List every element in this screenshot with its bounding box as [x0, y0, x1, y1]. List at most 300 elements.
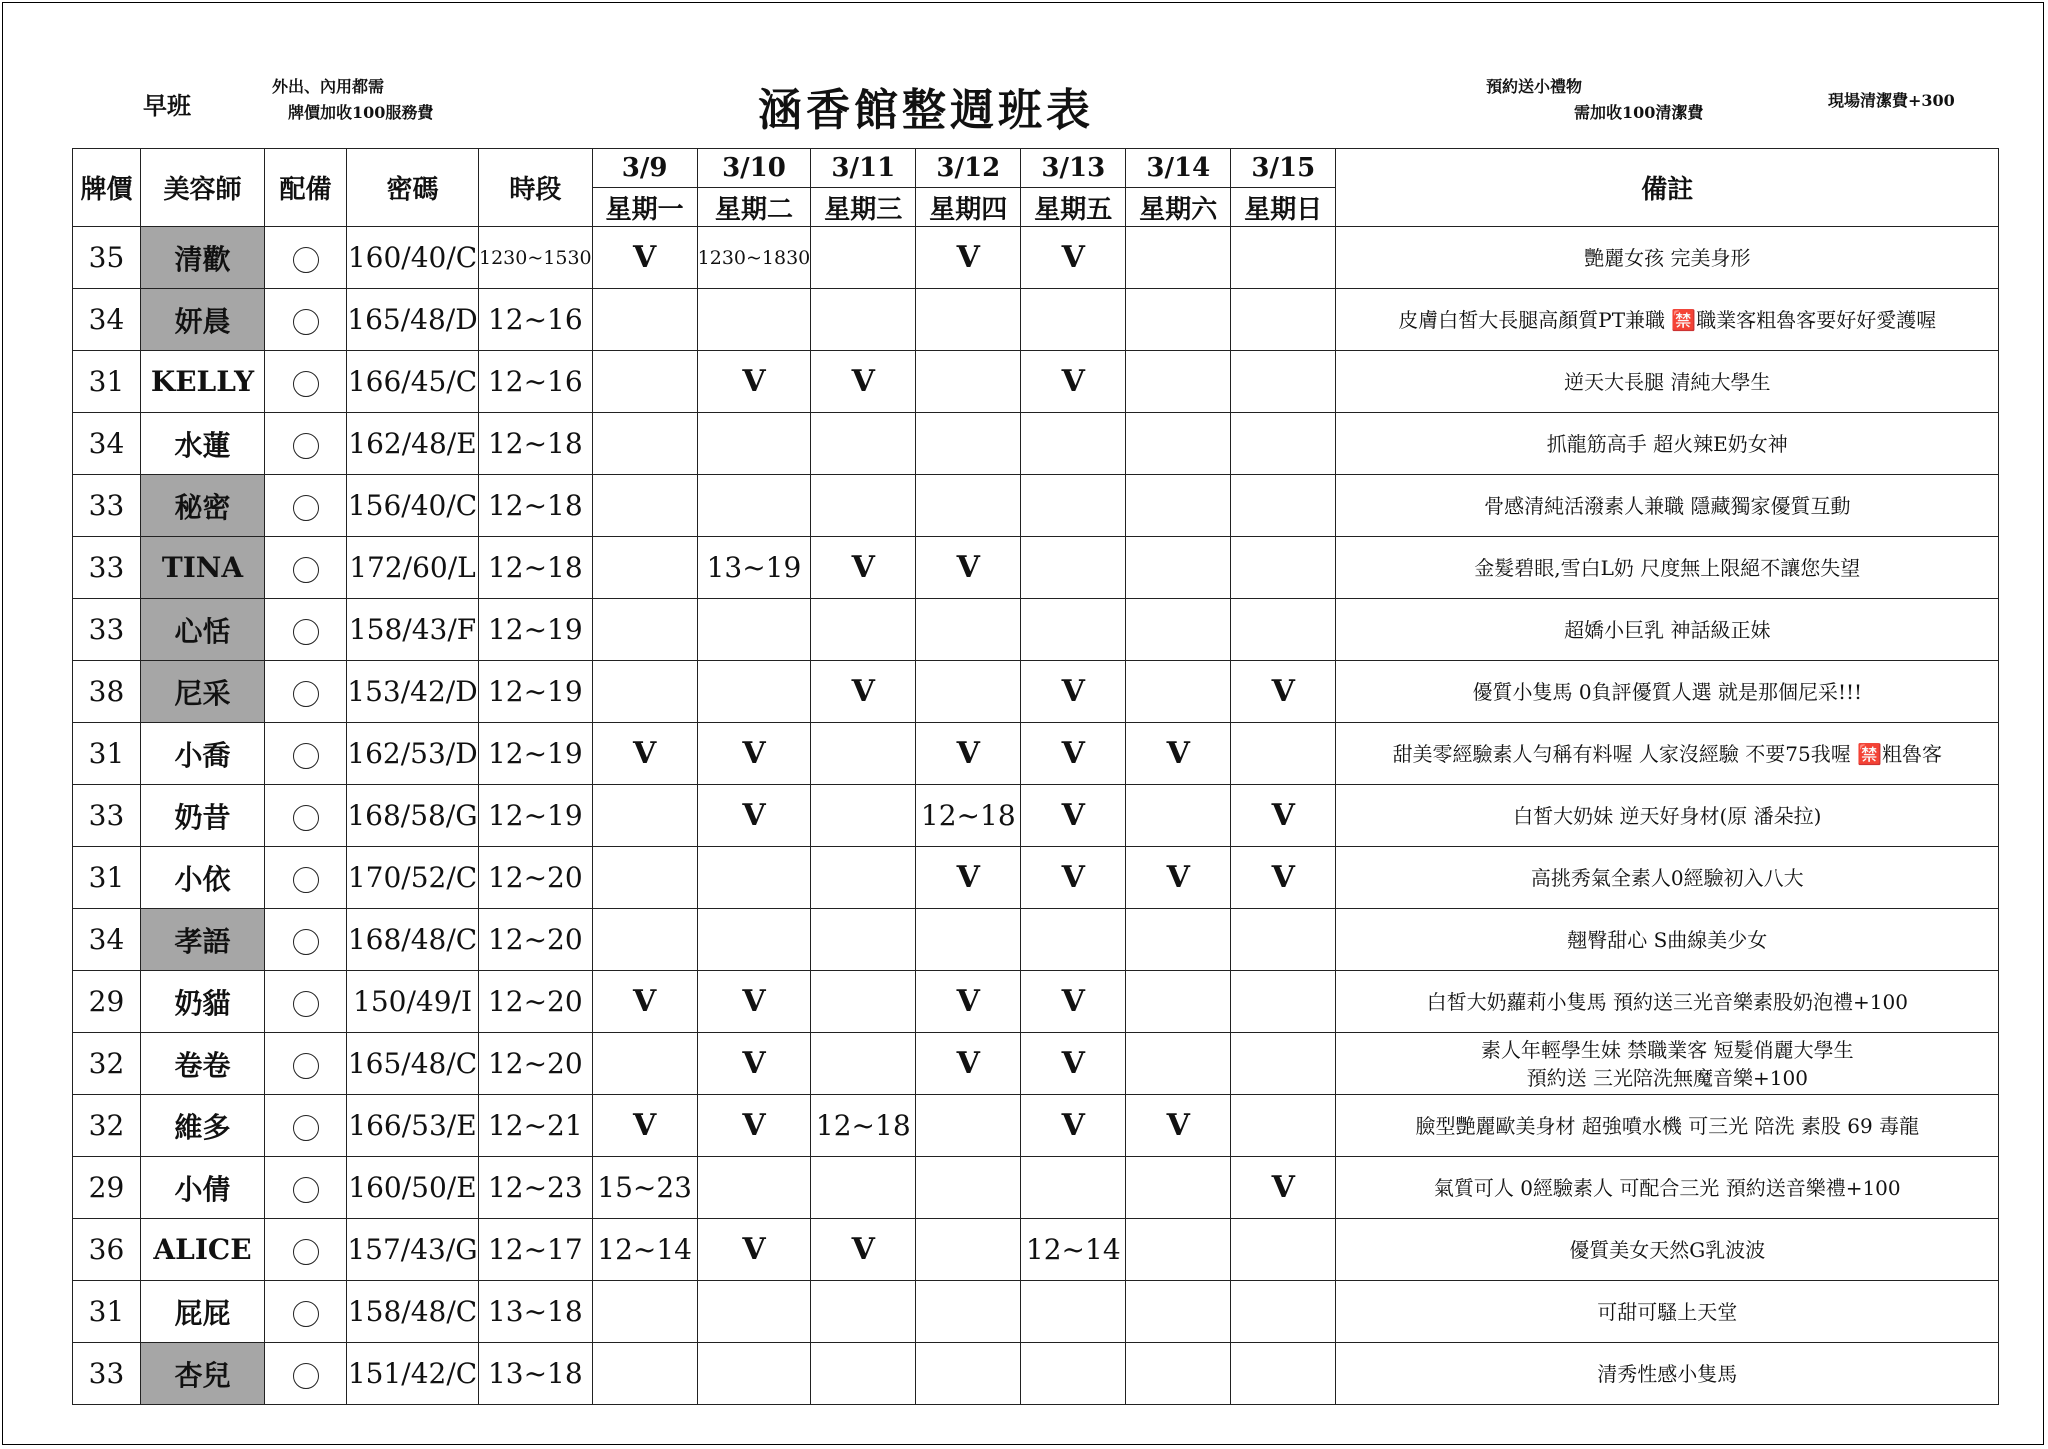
beautician-name: 奶昔: [141, 785, 265, 847]
day-cell: [1231, 599, 1336, 661]
equip-cell: [265, 723, 347, 785]
remark-cell: [1336, 599, 1999, 661]
col-date: 3/11: [811, 149, 916, 188]
circle-icon: [293, 1363, 319, 1389]
remark-text: 可甜可騷上天堂: [1597, 1299, 1738, 1324]
day-cell: V: [1126, 1095, 1231, 1157]
password-cell: 165/48/C: [347, 1033, 479, 1095]
circle-icon: [293, 619, 319, 645]
slot-cell: 12~19: [479, 785, 593, 847]
password-cell: 158/48/C: [347, 1281, 479, 1343]
day-cell: V: [916, 971, 1021, 1033]
price-cell: 31: [73, 847, 141, 909]
col-price: 牌價: [73, 149, 141, 227]
slot-cell: 12~17: [479, 1219, 593, 1281]
password-cell: 172/60/L: [347, 537, 479, 599]
day-cell: [592, 413, 697, 475]
table-row: [73, 413, 1999, 475]
slot-cell: 12~20: [479, 971, 593, 1033]
day-cell: [916, 1095, 1021, 1157]
price-cell: 34: [73, 413, 141, 475]
table-row: [73, 599, 1999, 661]
day-cell: [1231, 1343, 1336, 1405]
equip-cell: [265, 1033, 347, 1095]
password-cell: 158/43/F: [347, 599, 479, 661]
slot-cell: 1230~1530: [479, 227, 593, 289]
day-cell: [811, 475, 916, 537]
day-cell: [1231, 1095, 1336, 1157]
circle-icon: [293, 557, 319, 583]
day-cell: [811, 723, 916, 785]
beautician-name: 清歡: [141, 227, 265, 289]
price-cell: 34: [73, 909, 141, 971]
remark-cell: [1336, 1281, 1999, 1343]
day-cell: [1231, 475, 1336, 537]
circle-icon: [293, 1115, 319, 1141]
gift-note-line1: 預約送小禮物: [1486, 77, 1583, 96]
day-cell: 12~18: [811, 1095, 916, 1157]
circle-icon: [293, 1053, 319, 1079]
day-cell: [916, 1219, 1021, 1281]
col-weekday: 星期一: [592, 188, 697, 227]
day-cell: [1231, 227, 1336, 289]
service-fee-note-line1: 外出、內用都需: [272, 77, 385, 96]
day-cell: [1126, 599, 1231, 661]
slot-cell: 13~18: [479, 1281, 593, 1343]
day-cell: [916, 661, 1021, 723]
price-cell: 31: [73, 1281, 141, 1343]
price-cell: 33: [73, 599, 141, 661]
day-cell: [916, 289, 1021, 351]
day-cell: [1021, 537, 1126, 599]
password-cell: 153/42/D: [347, 661, 479, 723]
day-cell: [592, 289, 697, 351]
day-cell: [1021, 413, 1126, 475]
day-cell: V: [1021, 1033, 1126, 1095]
password-cell: 150/49/I: [347, 971, 479, 1033]
remark-cell: [1336, 909, 1999, 971]
day-cell: V: [592, 1095, 697, 1157]
day-cell: V: [1231, 661, 1336, 723]
equip-cell: [265, 289, 347, 351]
table-row: [73, 1095, 1999, 1157]
day-cell: [1231, 413, 1336, 475]
day-cell: V: [592, 971, 697, 1033]
day-cell: [592, 1343, 697, 1405]
day-cell: [916, 475, 1021, 537]
day-cell: [811, 413, 916, 475]
day-cell: [811, 1281, 916, 1343]
day-cell: [1231, 289, 1336, 351]
remark-text: 骨感清純活潑素人兼職 隱藏獨家優質互動: [1484, 493, 1851, 518]
beautician-name: 秘密: [141, 475, 265, 537]
slot-cell: 12~18: [479, 475, 593, 537]
day-cell: [916, 1343, 1021, 1405]
day-cell: V: [1021, 1095, 1126, 1157]
col-remarks: 備註: [1336, 149, 1999, 227]
remark-cell: [1336, 723, 1999, 785]
col-weekday: 星期二: [697, 188, 811, 227]
beautician-name: 奶貓: [141, 971, 265, 1033]
day-cell: [916, 599, 1021, 661]
beautician-name: 心恬: [141, 599, 265, 661]
col-weekday: 星期日: [1231, 188, 1336, 227]
circle-icon: [293, 433, 319, 459]
day-cell: [1126, 785, 1231, 847]
day-cell: [1126, 1033, 1231, 1095]
day-cell: [916, 351, 1021, 413]
equip-cell: [265, 475, 347, 537]
equip-cell: [265, 1219, 347, 1281]
table-row: [73, 785, 1999, 847]
slot-cell: 12~19: [479, 723, 593, 785]
price-cell: 38: [73, 661, 141, 723]
table-row: [73, 475, 1999, 537]
day-cell: V: [1021, 351, 1126, 413]
circle-icon: [293, 743, 319, 769]
circle-icon: [293, 247, 319, 273]
remark-text: 白皙大奶妹 逆天好身材(原 潘朵拉): [1513, 803, 1822, 828]
beautician-name: ALICE: [141, 1219, 265, 1281]
table-row: [73, 971, 1999, 1033]
remark-text: 抓龍筋高手 超火辣E奶女神: [1546, 431, 1788, 456]
equip-cell: [265, 847, 347, 909]
day-cell: [1126, 661, 1231, 723]
circle-icon: [293, 681, 319, 707]
col-password: 密碼: [347, 149, 479, 227]
day-cell: [1021, 1157, 1126, 1219]
day-cell: V: [697, 723, 811, 785]
remark-text: 優質小隻馬 0負評優質人選 就是那個尼采!!!: [1472, 679, 1863, 704]
remark-cell: [1336, 1095, 1999, 1157]
remark-cell: [1336, 227, 1999, 289]
day-cell: V: [697, 1219, 811, 1281]
table-row: [73, 1157, 1999, 1219]
slot-cell: 12~16: [479, 289, 593, 351]
price-cell: 29: [73, 1157, 141, 1219]
day-cell: [1231, 1033, 1336, 1095]
page-title: 涵香館整週班表: [758, 85, 1094, 136]
day-cell: V: [916, 537, 1021, 599]
day-cell: V: [916, 847, 1021, 909]
table-row: [73, 661, 1999, 723]
schedule-table: [72, 148, 1999, 1405]
day-cell: V: [1021, 847, 1126, 909]
slot-cell: 12~23: [479, 1157, 593, 1219]
day-cell: [697, 1281, 811, 1343]
remark-cell: [1336, 1343, 1999, 1405]
equip-cell: [265, 413, 347, 475]
day-cell: [697, 1157, 811, 1219]
price-cell: 29: [73, 971, 141, 1033]
circle-icon: [293, 1177, 319, 1203]
day-cell: [697, 599, 811, 661]
slot-cell: 12~16: [479, 351, 593, 413]
circle-icon: [293, 371, 319, 397]
day-cell: [592, 661, 697, 723]
day-cell: [1126, 1219, 1231, 1281]
remark-cell: [1336, 785, 1999, 847]
day-cell: [1231, 909, 1336, 971]
remark-text: 高挑秀氣全素人0經驗初入八大: [1530, 865, 1804, 890]
day-cell: [1126, 289, 1231, 351]
remark-text: 氣質可人 0經驗素人 可配合三光 預約送音樂禮+100: [1433, 1175, 1901, 1200]
day-cell: [697, 909, 811, 971]
password-cell: 166/53/E: [347, 1095, 479, 1157]
slot-cell: 12~20: [479, 1033, 593, 1095]
col-weekday: 星期四: [916, 188, 1021, 227]
password-cell: 168/48/C: [347, 909, 479, 971]
day-cell: V: [1021, 661, 1126, 723]
table-row: [73, 1343, 1999, 1405]
day-cell: [1231, 537, 1336, 599]
day-cell: V: [592, 723, 697, 785]
day-cell: [1126, 537, 1231, 599]
remark-text: 預約送 三光陪洗無魔音樂+100: [1526, 1065, 1808, 1090]
page-title-wrap: [0, 74, 2048, 138]
day-cell: [1126, 413, 1231, 475]
day-cell: [1231, 1281, 1336, 1343]
remark-cell: [1336, 1033, 1999, 1095]
slot-cell: 12~21: [479, 1095, 593, 1157]
beautician-name: 小依: [141, 847, 265, 909]
circle-icon: [293, 1239, 319, 1265]
price-cell: 32: [73, 1095, 141, 1157]
remark-text: 素人年輕學生妹 禁職業客 短髮俏麗大學生: [1480, 1037, 1854, 1062]
day-cell: [1231, 1219, 1336, 1281]
day-cell: [1126, 227, 1231, 289]
price-cell: 36: [73, 1219, 141, 1281]
slot-cell: 12~18: [479, 537, 593, 599]
circle-icon: [293, 1301, 319, 1327]
day-cell: 13~19: [697, 537, 811, 599]
equip-cell: [265, 1157, 347, 1219]
day-cell: V: [1231, 785, 1336, 847]
password-cell: 157/43/G: [347, 1219, 479, 1281]
equip-cell: [265, 1343, 347, 1405]
day-cell: V: [1126, 723, 1231, 785]
day-cell: [811, 1343, 916, 1405]
beautician-name: 水蓮: [141, 413, 265, 475]
day-cell: V: [916, 1033, 1021, 1095]
day-cell: [1126, 475, 1231, 537]
table-row: [73, 723, 1999, 785]
day-cell: [811, 1033, 916, 1095]
day-cell: [592, 475, 697, 537]
remark-cell: [1336, 537, 1999, 599]
day-cell: V: [1021, 723, 1126, 785]
day-cell: [811, 847, 916, 909]
slot-cell: 12~19: [479, 661, 593, 723]
password-cell: 162/48/E: [347, 413, 479, 475]
remark-text: 翹臀甜心 S曲線美少女: [1567, 927, 1768, 952]
day-cell: [592, 537, 697, 599]
day-cell: [811, 599, 916, 661]
circle-icon: [293, 929, 319, 955]
price-cell: 33: [73, 1343, 141, 1405]
circle-icon: [293, 805, 319, 831]
beautician-name: 尼采: [141, 661, 265, 723]
day-cell: [1021, 289, 1126, 351]
table-row: [73, 1281, 1999, 1343]
col-weekday: 星期五: [1021, 188, 1126, 227]
day-cell: [811, 971, 916, 1033]
service-fee-note-line2: 牌價加收100服務費: [288, 103, 434, 122]
day-cell: [592, 909, 697, 971]
remark-cell: [1336, 475, 1999, 537]
table-row: [73, 847, 1999, 909]
remark-cell: [1336, 351, 1999, 413]
day-cell: [1021, 475, 1126, 537]
day-cell: [1021, 1281, 1126, 1343]
col-beautician: 美容師: [141, 149, 265, 227]
circle-icon: [293, 867, 319, 893]
day-cell: 15~23: [592, 1157, 697, 1219]
col-weekday: 星期六: [1126, 188, 1231, 227]
day-cell: [1021, 909, 1126, 971]
equip-cell: [265, 227, 347, 289]
day-cell: [916, 909, 1021, 971]
remark-cell: [1336, 1219, 1999, 1281]
day-cell: [592, 785, 697, 847]
price-cell: 32: [73, 1033, 141, 1095]
day-cell: V: [811, 661, 916, 723]
day-cell: V: [1231, 847, 1336, 909]
day-cell: V: [1231, 1157, 1336, 1219]
cleaning-fee-note: 現場清潔費+300: [1828, 91, 1955, 110]
col-date: 3/12: [916, 149, 1021, 188]
password-cell: 151/42/C: [347, 1343, 479, 1405]
password-cell: 160/50/E: [347, 1157, 479, 1219]
table-body: [73, 227, 1999, 1405]
remark-cell: [1336, 847, 1999, 909]
remark-cell: [1336, 1157, 1999, 1219]
equip-cell: [265, 1281, 347, 1343]
remark-text: 超嬌小巨乳 神話級正妹: [1564, 617, 1771, 642]
slot-cell: 13~18: [479, 1343, 593, 1405]
col-slot: 時段: [479, 149, 593, 227]
day-cell: V: [592, 227, 697, 289]
password-cell: 162/53/D: [347, 723, 479, 785]
col-date: 3/13: [1021, 149, 1126, 188]
day-cell: [811, 227, 916, 289]
day-cell: [592, 1281, 697, 1343]
beautician-name: 卷卷: [141, 1033, 265, 1095]
col-date: 3/9: [592, 149, 697, 188]
day-cell: V: [811, 1219, 916, 1281]
price-cell: 35: [73, 227, 141, 289]
beautician-name: 杏兒: [141, 1343, 265, 1405]
day-cell: [811, 785, 916, 847]
circle-icon: [293, 991, 319, 1017]
table-row: [73, 1033, 1999, 1095]
slot-cell: 12~20: [479, 909, 593, 971]
circle-icon: [293, 495, 319, 521]
equip-cell: [265, 785, 347, 847]
day-cell: [1126, 351, 1231, 413]
day-cell: V: [1021, 785, 1126, 847]
slot-cell: 12~18: [479, 413, 593, 475]
day-cell: [916, 413, 1021, 475]
day-cell: V: [811, 351, 916, 413]
beautician-name: TINA: [141, 537, 265, 599]
beautician-name: 屁屁: [141, 1281, 265, 1343]
remark-cell: [1336, 413, 1999, 475]
day-cell: [697, 1343, 811, 1405]
equip-cell: [265, 971, 347, 1033]
equip-cell: [265, 1095, 347, 1157]
day-cell: 12~14: [592, 1219, 697, 1281]
day-cell: [697, 847, 811, 909]
day-cell: V: [1126, 847, 1231, 909]
day-cell: V: [697, 971, 811, 1033]
price-cell: 31: [73, 723, 141, 785]
col-weekday: 星期三: [811, 188, 916, 227]
day-cell: [1231, 723, 1336, 785]
table-row: [73, 1219, 1999, 1281]
day-cell: [592, 1033, 697, 1095]
beautician-name: 孝語: [141, 909, 265, 971]
day-cell: [1021, 1343, 1126, 1405]
day-cell: V: [1021, 227, 1126, 289]
day-cell: V: [697, 1095, 811, 1157]
shift-label: 早班: [143, 91, 191, 120]
remark-cell: [1336, 971, 1999, 1033]
day-cell: [1231, 351, 1336, 413]
day-cell: [1021, 599, 1126, 661]
password-cell: 160/40/C: [347, 227, 479, 289]
password-cell: 168/58/G: [347, 785, 479, 847]
password-cell: 166/45/C: [347, 351, 479, 413]
remark-cell: [1336, 661, 1999, 723]
price-cell: 31: [73, 351, 141, 413]
day-cell: 12~18: [916, 785, 1021, 847]
col-date: 3/14: [1126, 149, 1231, 188]
remark-text: 金髮碧眼,雪白L奶 尺度無上限絕不讓您失望: [1474, 555, 1861, 580]
remark-text: 優質美女天然G乳波波: [1569, 1237, 1766, 1262]
table-header: [73, 149, 1999, 227]
password-cell: 165/48/D: [347, 289, 479, 351]
equip-cell: [265, 909, 347, 971]
day-cell: [811, 1157, 916, 1219]
table-row: [73, 227, 1999, 289]
day-cell: 1230~1830: [697, 227, 811, 289]
password-cell: 156/40/C: [347, 475, 479, 537]
day-cell: [1126, 909, 1231, 971]
col-equip: 配備: [265, 149, 347, 227]
remark-text: 艷麗女孩 完美身形: [1584, 245, 1751, 270]
day-cell: [1126, 971, 1231, 1033]
table-row: [73, 289, 1999, 351]
day-cell: [1231, 971, 1336, 1033]
day-cell: [811, 289, 916, 351]
day-cell: [697, 661, 811, 723]
day-cell: [592, 599, 697, 661]
slot-cell: 12~19: [479, 599, 593, 661]
day-cell: [1126, 1343, 1231, 1405]
equip-cell: [265, 351, 347, 413]
gift-note-line2: 需加收100清潔費: [1574, 103, 1704, 122]
remark-text: 白皙大奶蘿莉小隻馬 預約送三光音樂素股奶泡禮+100: [1426, 989, 1908, 1014]
equip-cell: [265, 661, 347, 723]
day-cell: V: [697, 1033, 811, 1095]
table-row: [73, 351, 1999, 413]
beautician-name: KELLY: [141, 351, 265, 413]
day-cell: [697, 289, 811, 351]
beautician-name: 小倩: [141, 1157, 265, 1219]
day-cell: V: [1021, 971, 1126, 1033]
price-cell: 33: [73, 537, 141, 599]
